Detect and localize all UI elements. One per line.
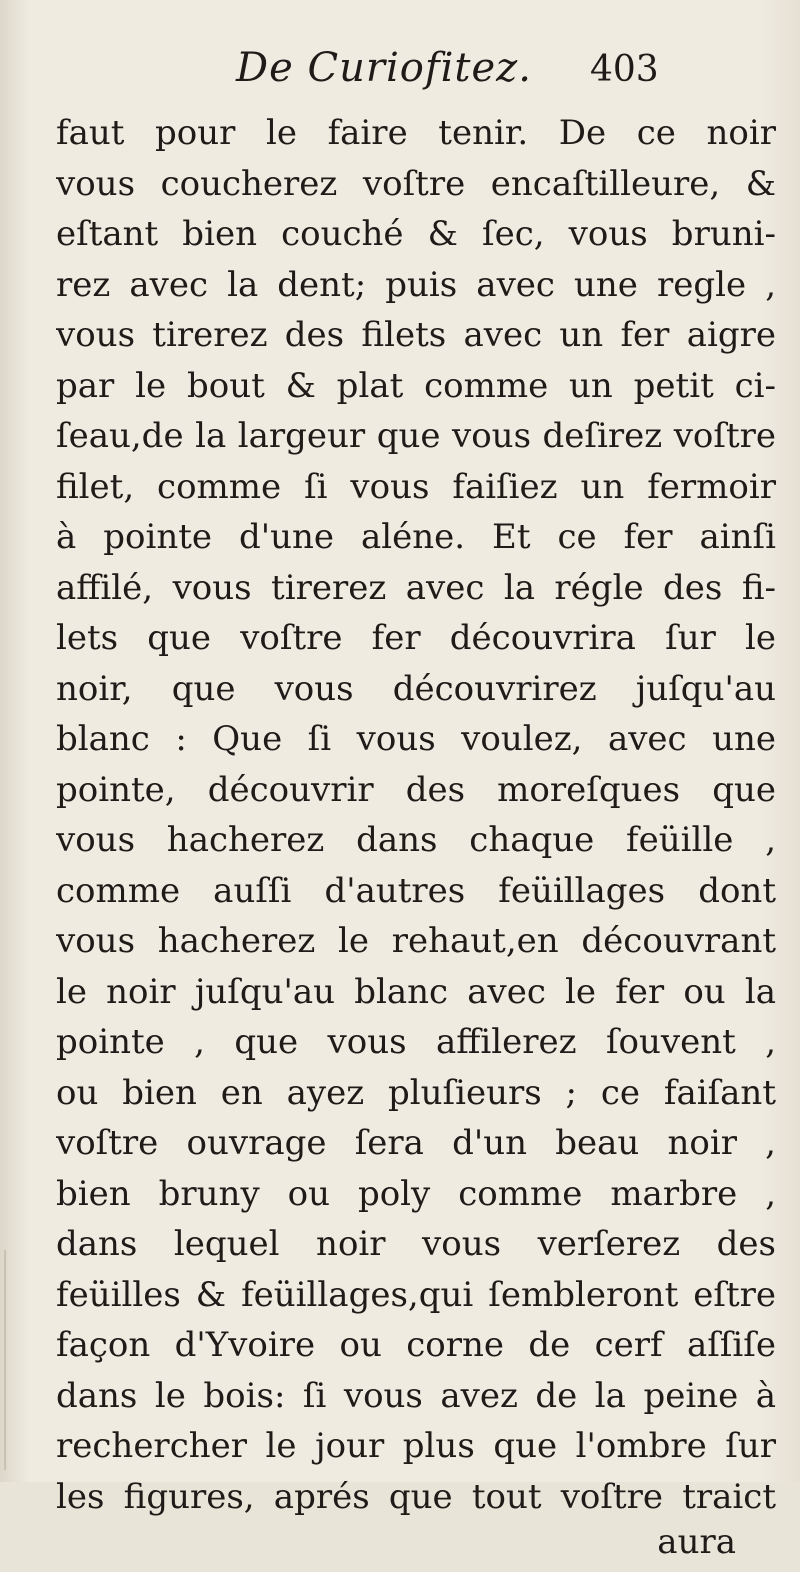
body-text [56, 108, 776, 1572]
running-title: De Curiofitez. [236, 45, 532, 91]
text-line: ſeau,de la largeur que vous deſirez voſtre [56, 416, 776, 456]
text-line: dans lequel noir vous verſerez des [56, 1224, 776, 1264]
text-line: pointe, découvrir des moreſques que [56, 769, 776, 810]
text-line: filet, comme ſi vous faiſiez un fermoir [56, 466, 776, 507]
text-line: bien bruny ou poly comme marbre , [56, 1173, 776, 1214]
text-line: affilé, vous tirerez avec la régle des fi- [56, 567, 776, 608]
text-line: vous hacherez dans chaque feüille , [56, 820, 776, 860]
text-line: vous coucherez voſtre encaſtilleure, & [56, 163, 776, 204]
page-edge-shadow [4, 1250, 6, 1470]
text-line: rechercher le jour plus que l'ombre ſur [56, 1426, 776, 1466]
text-line: lets que voſtre fer découvrira ſur le [56, 618, 776, 658]
text-line: eſtant bien couché & ſec, vous bruni- [56, 214, 776, 254]
text-line: ou bien en ayez pluſieurs ; ce faiſant [56, 1072, 776, 1113]
page-number: 403 [590, 49, 659, 90]
text-line: façon d'Yvoire ou corne de cerf aſſiſe [56, 1325, 776, 1365]
text-line: par le bout & plat comme un petit ci- [56, 365, 776, 406]
text-line: voſtre ouvrage ſera d'un beau noir , [56, 1123, 776, 1163]
text-line: les figures, aprés que tout voſtre traict [56, 1476, 776, 1517]
text-line: noir, que vous découvrirez juſqu'au [56, 668, 776, 709]
text-line: rez avec la dent; puis avec une regle , [56, 264, 776, 305]
catchword: aura [657, 1522, 736, 1562]
text-line: dans le bois: ſi vous avez de la peine à [56, 1375, 776, 1416]
text-line: blanc : Que ſi vous voulez, avec une [56, 719, 776, 759]
text-line: vous tirerez des filets avec un fer aigre [56, 315, 776, 355]
text-line: faut pour le faire tenir. De ce noir [56, 113, 776, 153]
text-line: vous hacherez le rehaut,en découvrant [56, 921, 776, 961]
text-line: à pointe d'une aléne. Et ce fer ainſi [56, 517, 776, 557]
text-line: comme auſſi d'autres feüillages dont [56, 870, 776, 911]
text-line: pointe , que vous affilerez ſouvent , [56, 1022, 776, 1062]
text-line: feüilles & feüillages,qui ſembleront eſtre [56, 1274, 776, 1315]
page-header [0, 38, 800, 98]
text-line: le noir juſqu'au blanc avec le fer ou la [56, 971, 776, 1012]
